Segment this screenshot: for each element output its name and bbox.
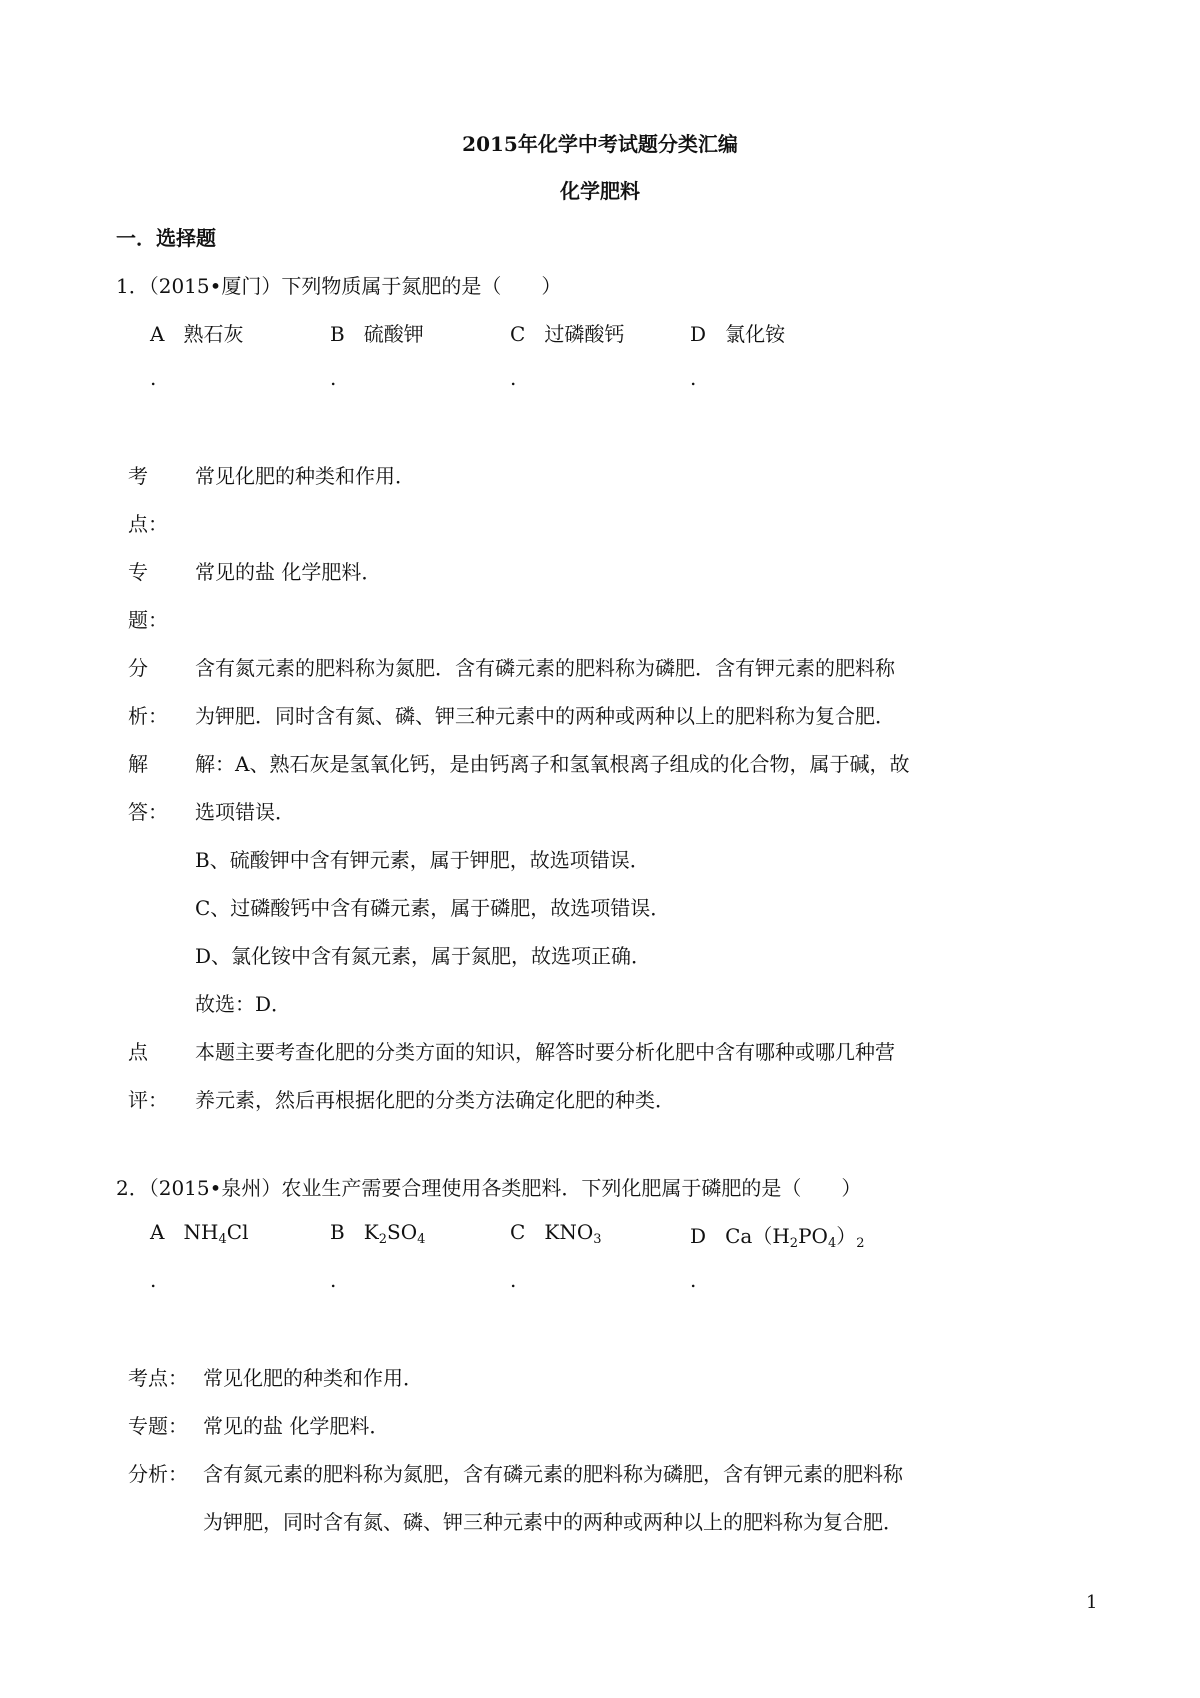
option-text: 过磷酸钙 xyxy=(544,322,625,346)
section-heading: 一．选择题 xyxy=(116,226,216,250)
fenxi-label-1: 分 xyxy=(128,656,148,680)
formula: $KNO_3$ xyxy=(544,1220,602,1247)
zhuanti-label: 专题： xyxy=(128,1414,188,1438)
document-subtitle: 化学肥料 xyxy=(560,179,640,203)
option-dot: . xyxy=(150,366,157,390)
q1-option-c xyxy=(510,318,624,347)
q2-option-b xyxy=(330,1220,426,1247)
option-text: 硫酸钾 xyxy=(363,322,424,346)
page-number: 1 xyxy=(1086,1592,1098,1613)
option-dot: . xyxy=(690,1268,697,1292)
q2-option-c xyxy=(510,1220,602,1247)
option-letter: C xyxy=(510,1220,526,1244)
zhuanti-label-1: 专 xyxy=(128,560,148,584)
kaodian-text: 常见化肥的种类和作用． xyxy=(195,464,415,488)
q1-option-d xyxy=(690,318,785,347)
formula: $Ca(H_2PO_4)_2$ xyxy=(725,1224,865,1251)
q1-option-b xyxy=(330,318,424,347)
document-title: 2015年化学中考试题分类汇编 xyxy=(462,132,738,156)
option-dot: . xyxy=(330,1268,337,1292)
jieda-text-line: D、氯化铵中含有氮元素，属于氮肥，故选项正确． xyxy=(195,944,652,968)
option-letter: B xyxy=(330,1220,345,1244)
jieda-label-1: 解 xyxy=(128,752,148,776)
option-letter: A xyxy=(150,1220,165,1244)
option-dot: . xyxy=(330,366,337,390)
q2-option-d xyxy=(690,1220,865,1249)
fenxi-text-line: 为钾肥．同时含有氮、磷、钾三种元素中的两种或两种以上的肥料称为复合肥． xyxy=(195,704,895,728)
option-text: 氯化铵 xyxy=(725,322,786,346)
option-dot: . xyxy=(510,1268,517,1292)
q1-option-a xyxy=(150,318,244,347)
kaodian-label-2: 点： xyxy=(128,512,168,536)
option-text: 熟石灰 xyxy=(183,322,244,346)
option-dot: . xyxy=(510,366,517,390)
formula: $K_2SO_4$ xyxy=(363,1220,426,1247)
option-letter: D xyxy=(690,322,707,346)
q2-option-a xyxy=(150,1220,249,1247)
jieda-label-2: 答： xyxy=(128,800,168,824)
option-dot: . xyxy=(690,366,697,390)
option-letter: B xyxy=(330,322,345,346)
jieda-text-line: C、过磷酸钙中含有磷元素，属于磷肥，故选项错误． xyxy=(195,896,671,920)
zhuanti-text: 常见的盐 化学肥料． xyxy=(195,560,382,584)
option-letter: C xyxy=(510,322,526,346)
question-1-stem: 1．（2015•厦门）下列物质属于氮肥的是（ ） xyxy=(116,274,562,298)
fenxi-label: 分析： xyxy=(128,1462,188,1486)
jieda-text-line: 解：A、熟石灰是氢氧化钙，是由钙离子和氢氧根离子组成的化合物，属于碱，故 xyxy=(195,752,910,776)
option-letter: A xyxy=(150,322,165,346)
dianping-label-2: 评： xyxy=(128,1088,168,1112)
dianping-text-line: 养元素，然后再根据化肥的分类方法确定化肥的种类． xyxy=(195,1088,675,1112)
fenxi-text-line: 含有氮元素的肥料称为氮肥，含有磷元素的肥料称为磷肥，含有钾元素的肥料称 xyxy=(203,1462,903,1486)
kaodian-label-1: 考 xyxy=(128,464,148,488)
dianping-text-line: 本题主要考查化肥的分类方面的知识，解答时要分析化肥中含有哪种或哪几种营 xyxy=(195,1040,895,1064)
jieda-text-line: B、硫酸钾中含有钾元素，属于钾肥，故选项错误． xyxy=(195,848,650,872)
zhuanti-text: 常见的盐 化学肥料． xyxy=(203,1414,390,1438)
option-letter: D xyxy=(690,1224,707,1248)
fenxi-text-line: 为钾肥，同时含有氮、磷、钾三种元素中的两种或两种以上的肥料称为复合肥． xyxy=(203,1510,903,1534)
jieda-text-line: 故选：D． xyxy=(195,992,292,1016)
formula: $NH_4Cl$ xyxy=(183,1220,249,1247)
kaodian-text: 常见化肥的种类和作用． xyxy=(203,1366,423,1390)
zhuanti-label-2: 题： xyxy=(128,608,168,632)
jieda-text-line: 选项错误． xyxy=(195,800,295,824)
kaodian-label: 考点： xyxy=(128,1366,188,1390)
fenxi-label-2: 析： xyxy=(128,704,168,728)
question-2-stem: 2．（2015•泉州）农业生产需要合理使用各类肥料．下列化肥属于磷肥的是（ ） xyxy=(116,1176,862,1200)
fenxi-text-line: 含有氮元素的肥料称为氮肥．含有磷元素的肥料称为磷肥．含有钾元素的肥料称 xyxy=(195,656,895,680)
option-dot: . xyxy=(150,1268,157,1292)
dianping-label-1: 点 xyxy=(128,1040,148,1064)
